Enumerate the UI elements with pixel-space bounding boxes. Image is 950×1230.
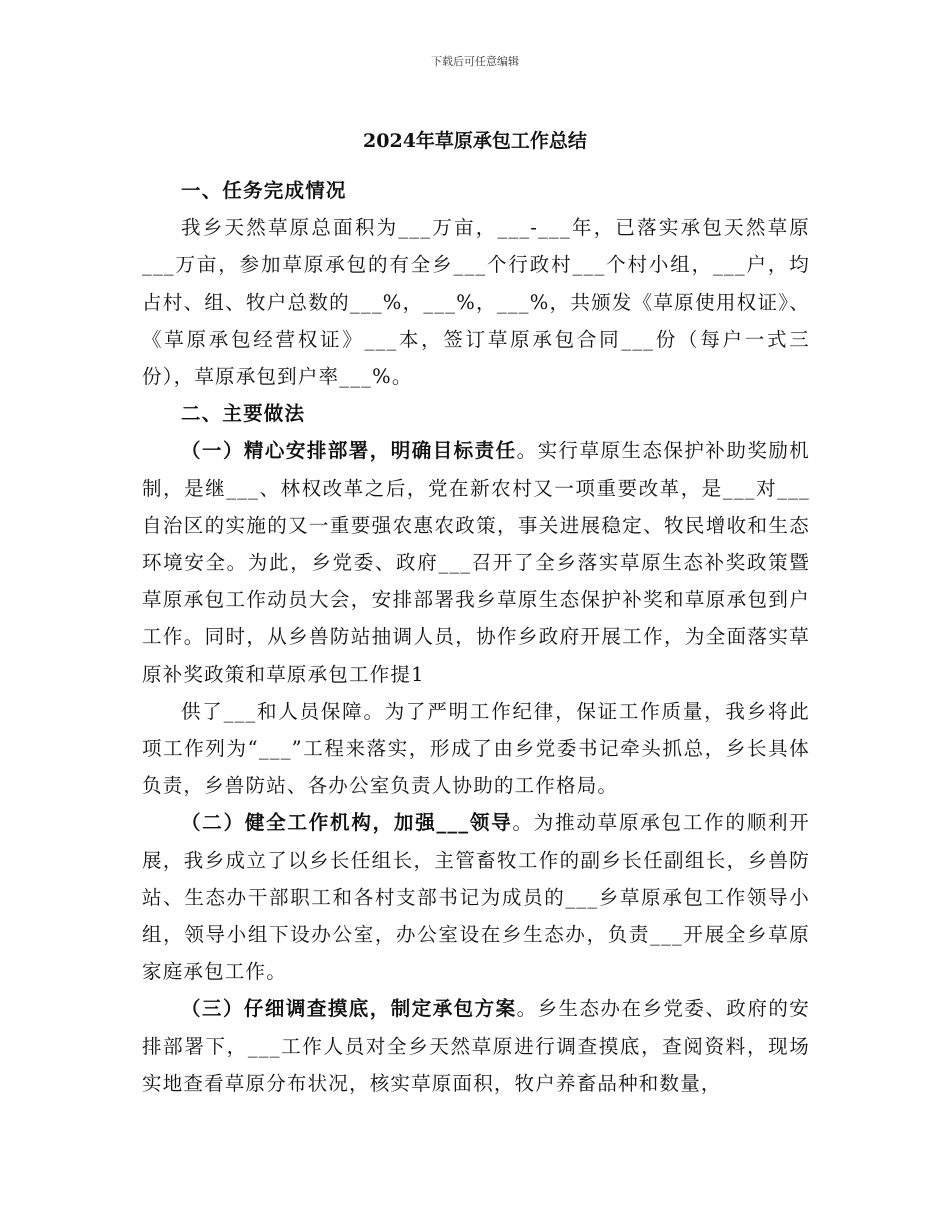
paragraph-organization: [142, 804, 810, 990]
section-heading-2: 二、主要做法: [181, 402, 306, 426]
paragraph-survey-text: 。乡生态办在乡党委、政府的安排部署下，___工作人员对全乡天然草原进行调查摸底，查阅资料，现场实地查看草原分布状况，核实草原面积，牧户养畜品种和数量，: [142, 997, 810, 1095]
paragraph-survey: [142, 990, 810, 1102]
page-header-note: 下载后可任意编辑: [431, 55, 519, 68]
paragraph-organization-lead: （二）健全工作机构，加强___领导: [181, 811, 513, 835]
paragraph-guarantee: 供了___和人员保障。为了严明工作纪律，保证工作质量，我乡将此项工作列为“___”工程来落实，形成了由乡党委书记牵头抓总，乡长具体负责，乡兽防站、各办公室负责人协助的工作格局。: [142, 699, 810, 798]
paragraph-survey-lead: （三）仔细调查摸底，制定承包方案: [181, 997, 517, 1021]
document-body: [142, 172, 810, 1102]
paragraph-deployment: [142, 432, 810, 692]
document-title: 2024年草原承包工作总结: [363, 130, 587, 152]
paragraph-task-completion: 我乡天然草原总面积为___万亩，___-___年，已落实承包天然草原___万亩，参加草原承包的有全乡___个行政村___个村小组，___户，均占村、组、牧户总数的___%，___%，___%，共颁发《草原使用权证》、《草原承包经营权证》___本，签订草原承包合同___份（每户一式三份），草原承包到户率___%。: [142, 216, 810, 389]
section-heading-1: 一、任务完成情况: [181, 179, 347, 202]
paragraph-deployment-lead: （一）精心安排部署，明确目标责任: [181, 439, 517, 463]
paragraph-organization-text: 。为推动草原承包工作的顺利开展，我乡成立了以乡长任组长，主管畜牧工作的副乡长任副组长，乡兽防站、生态办干部职工和各村支部书记为成员的___乡草原承包工作领导小组，领导小组下设办公室，办公室设在乡生态办，负责___开展全乡草原家庭承包工作。: [142, 811, 810, 984]
paragraph-deployment-text: 。实行草原生态保护补助奖励机制，是继___、林权改革之后，党在新农村又一项重要改革，是___对___自治区的实施的又一重要强农惠农政策，事关进展稳定、牧民增收和生态环境安全。为此，乡党委、政府___召开了全乡落实草原生态补奖政策暨草原承包工作动员大会，安排部署我乡草原生态保护补奖和草原承包到户工作。同时，从乡兽防站抽调人员，协作乡政府开展工作，为全面落实草原补奖政策和草原承包工作提1: [142, 439, 810, 686]
